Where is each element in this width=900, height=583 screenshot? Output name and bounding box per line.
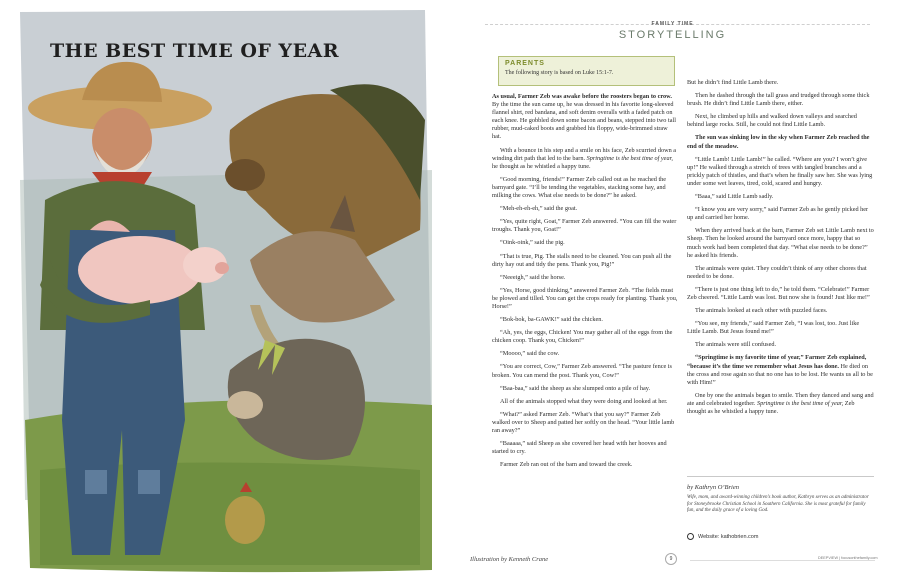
parents-text: The following story is based on Luke 15:1-7.	[505, 70, 614, 76]
text-page	[445, 0, 900, 583]
pig-snout	[215, 262, 229, 274]
story-paragraph: “What?” asked Farmer Zeb. “What’s that you say?” Farmer Zeb walked over to Sheep and patted her softly on the head. “Your little lamb ran away?”	[492, 410, 675, 434]
story-paragraph: “I know you are very sorry,” said Farmer Zeb as he gently picked her up and carried her home.	[687, 206, 869, 222]
bio-divider	[687, 476, 874, 477]
story-paragraph: Next, he climbed up hills and walked down valleys and searched behind large rocks. Still, he could not find Little Lamb.	[687, 113, 857, 129]
story-paragraph: “Baaa,” said Little Lamb sadly.	[695, 193, 774, 201]
section-kicker: FAMILY TIME	[651, 21, 694, 27]
story-paragraph: “Good morning, friends!” Farmer Zeb called out as he reached the barnyard gate. “I’ll be tending the vegetables, stacking some hay, and milking the cows. What else needs to be done?” he asked.	[492, 175, 667, 200]
author-byline: by Kathryn O’Brien	[687, 484, 739, 491]
story-paragraph: Then he dashed through the tall grass and trudged through some thick brush. He didn’t find Little Lamb there, either.	[687, 92, 870, 108]
story-paragraph: With a bounce in his step and a smile on his face, Zeb scurried down a winding dirt path that led to the barn. Springtime is the best time of year, he thought as he whistled a happy tune.	[492, 146, 677, 170]
story-title: THE BEST TIME OF YEAR	[50, 40, 340, 62]
story-paragraph: “There is just one thing left to do,” he told them. “Celebrate!” Farmer Zeb cheered. “Little Lamb was lost. But now she is found! Just like me!”	[687, 285, 870, 301]
story-paragraph: “Baaaaa,” said Sheep as she covered her head with her hooves and started to cry.	[492, 440, 667, 456]
pig-body	[78, 236, 202, 304]
horse-muzzle	[225, 159, 265, 191]
author-website-text: Website: kathobrien.com	[698, 533, 759, 540]
author-bio: Wife, mom, and award-winning children’s book author, Kathryn serves as an administrator for Stoneybrooke Christian School in Southern California. She is most grateful for family fun, and the daily grace of a loving God.	[687, 495, 869, 514]
story-paragraph: Farmer Zeb ran out of the barn and toward the creek.	[500, 461, 633, 469]
story-paragraph: “Springtime is my favorite time of year,” Farmer Zeb explained, “because it’s the time we remember what Jesus has done. He died on the cross and rose again so that no one has to be lost. He wants us all to be with Him!”	[687, 354, 873, 386]
story-paragraph: The animals looked at each other with puzzled faces.	[695, 307, 828, 315]
parents-label: PARENTS	[505, 60, 545, 67]
story-paragraph: When they arrived back at the barn, Farmer Zeb set Little Lamb next to Sheep. Then he looked around the barnyard once more, happy that so much work had been completed that day. “What else needs to be done?” he asked his friends.	[687, 227, 874, 259]
story-paragraph: All of the animals stopped what they were doing and looked at her.	[500, 397, 668, 405]
story-column-1	[492, 93, 678, 474]
story-paragraph: “Neeeigh,” said the horse.	[500, 273, 566, 281]
story-paragraph: “Baa-baa,” said the sheep as she slumped onto a pile of hay.	[500, 384, 651, 392]
story-column-2	[687, 79, 874, 421]
globe-icon	[687, 533, 694, 540]
author-website[interactable]	[687, 533, 758, 540]
story-paragraph: “Oink-oink,” said the pig.	[500, 239, 565, 247]
illustration-credit: Illustration by Kenneth Crane	[470, 556, 549, 563]
illustration-page	[0, 0, 445, 583]
section-title: STORYTELLING	[618, 29, 727, 41]
story-paragraph: “Little Lamb! Little Lamb!” he called. “Where are you? I won’t give up!” He walked through a stretch of trees with tangled branches and a prickly patch of thistles, and that’s when he finally saw her. She was lying under some wet leaves, tired, cold, scared and hungry.	[687, 155, 873, 187]
story-paragraph: “That is true, Pig. The stalls need to be cleaned. You can push all the dirty hay out and tidy the pens. Thank you, Pig!”	[492, 252, 672, 268]
story-paragraph: The animals were quiet. They couldn’t think of any other chores that needed to be done.	[687, 264, 867, 280]
story-paragraph: “You see, my friends,” said Farmer Zeb, “I was lost, too. Just like Little Lamb. But Jesus found me!”	[687, 320, 860, 336]
story-paragraph: The sun was sinking low in the sky when Farmer Zeb reached the end of the meadow.	[687, 134, 870, 150]
story-paragraph: “You are correct, Cow,” Farmer Zeb answered. “The pasture fence is broken. You can mend the post. Thank you, Cow!”	[492, 363, 672, 379]
story-paragraph: As usual, Farmer Zeb was awake before the roosters began to crow. By the time the sun came up, he was dressed in his favorite long-sleeved flannel shirt, red bandana, and soft denim overalls with a faded patch on each knee. He gobbled down some bacon and beans, stepped into two tall rubber, mud-caked boots and grabbed his floppy, wide-brimmed straw hat.	[492, 93, 676, 141]
footer-text: DEEPVIEW | focusonthefamily.com	[818, 556, 878, 560]
cow-muzzle	[227, 391, 263, 419]
story-paragraph: But he didn’t find Little Lamb there.	[687, 79, 779, 86]
story-paragraph: One by one the animals began to smile. Then they danced and sang and ate and celebrated together. Springtime is the best time of year, Zeb thought as he whistled a happy tune.	[687, 391, 874, 415]
farm-illustration	[0, 0, 445, 583]
story-paragraph: “Yes, quite right, Goat,” Farmer Zeb answered. “You can fill the water troughs. Thank you, Goat!”	[492, 218, 677, 234]
story-paragraph: “Meh-eh-eh-eh,” said the goat.	[500, 205, 578, 213]
parents-box	[498, 56, 675, 86]
knee-patch	[85, 470, 107, 494]
story-paragraph: “Moooo,” said the cow.	[500, 350, 560, 358]
story-paragraph: “Ah, yes, the eggs, Chicken! You may gather all of the eggs from the chicken coop. Thank you, Chicken!”	[492, 329, 673, 345]
story-paragraph: The animals were still confused.	[695, 341, 777, 349]
story-paragraph: “Bok-bok, ba-GAWK!” said the chicken.	[500, 316, 603, 324]
story-paragraph: “Yes, Horse, good thinking,” answered Farmer Zeb. “The fields must be plowed and tilled. You can get the crops ready for planting. Thank you, Horse!”	[492, 286, 678, 310]
knee-patch	[138, 470, 160, 494]
footer-rule	[690, 560, 875, 561]
page-number: 9	[665, 553, 677, 565]
chicken	[225, 496, 265, 544]
